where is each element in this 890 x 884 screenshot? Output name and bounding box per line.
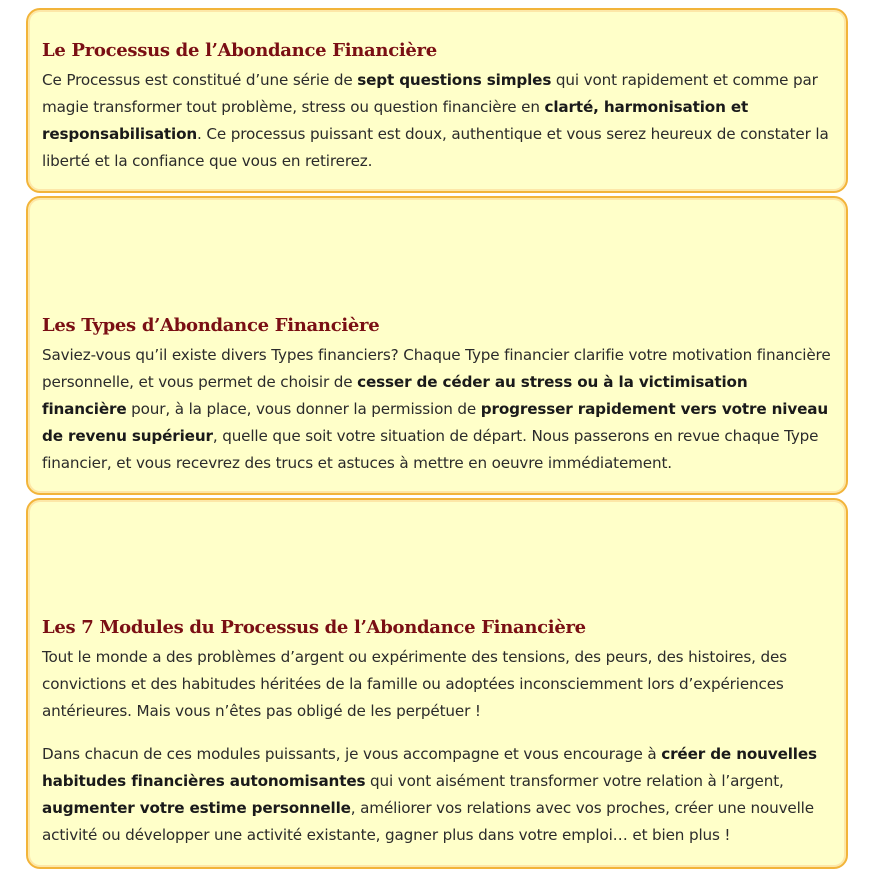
emphasis-text: augmenter votre estime personnelle <box>42 799 351 817</box>
section-paragraph: Tout le monde a des problèmes d’argent ou expérimente des tensions, des peurs, des histoires, des convictions et des habitudes héritées de la famille ou adoptées inconsciemment lors d’expériences antérieures. Mais vous n’êtes pas obligé de les perpétuer ! <box>42 648 787 720</box>
emphasis-text: sept questions simples <box>357 71 552 89</box>
emphasis-text: créer de nouvelles habitudes financières autonomisantes <box>42 745 817 790</box>
emphasis-text: clarté, harmonisation et responsabilisation <box>42 98 749 143</box>
emphasis-text: progresser rapidement vers votre niveau de revenu supérieur <box>42 400 828 445</box>
section-modules <box>26 498 848 869</box>
section-title: Les Types d’Abondance Financière <box>42 315 380 336</box>
section-paragraph: Dans chacun de ces modules puissants, je vous accompagne et vous encourage à créer de nouvelles habitudes financières autonomisantes qui vont aisément transformer votre relation à l’argent, augmenter votre estime personnelle, améliorer vos relations avec vos proches, créer une nouvelle activité ou développer une activité existante, gagner plus dans votre emploi… et bien plus ! <box>42 745 817 844</box>
section-paragraph: Ce Processus est constitué d’une série de sept questions simples qui vont rapidement et comme par magie transformer tout problème, stress ou question financière en clarté, harmonisation et responsabilisation. Ce processus puissant est doux, authentique et vous serez heureux de constater la liberté et la confiance que vous en retirerez. <box>42 71 829 170</box>
emphasis-text: cesser de céder au stress ou à la victimisation financière <box>42 373 748 418</box>
section-types <box>26 196 848 495</box>
section-title: Les 7 Modules du Processus de l’Abondance Financière <box>42 617 586 638</box>
section-processus <box>26 8 848 193</box>
section-paragraph: Saviez-vous qu’il existe divers Types financiers? Chaque Type financier clarifie votre motivation financière personnelle, et vous permet de choisir de cesser de céder au stress ou à la victimisation financière pour, à la place, vous donner la permission de progresser rapidement vers votre niveau de revenu supérieur, quelle que soit votre situation de départ. Nous passerons en revue chaque Type financier, et vous recevrez des trucs et astuces à mettre en oeuvre immédiatement. <box>42 346 831 472</box>
section-title: Le Processus de l’Abondance Financière <box>42 40 437 61</box>
